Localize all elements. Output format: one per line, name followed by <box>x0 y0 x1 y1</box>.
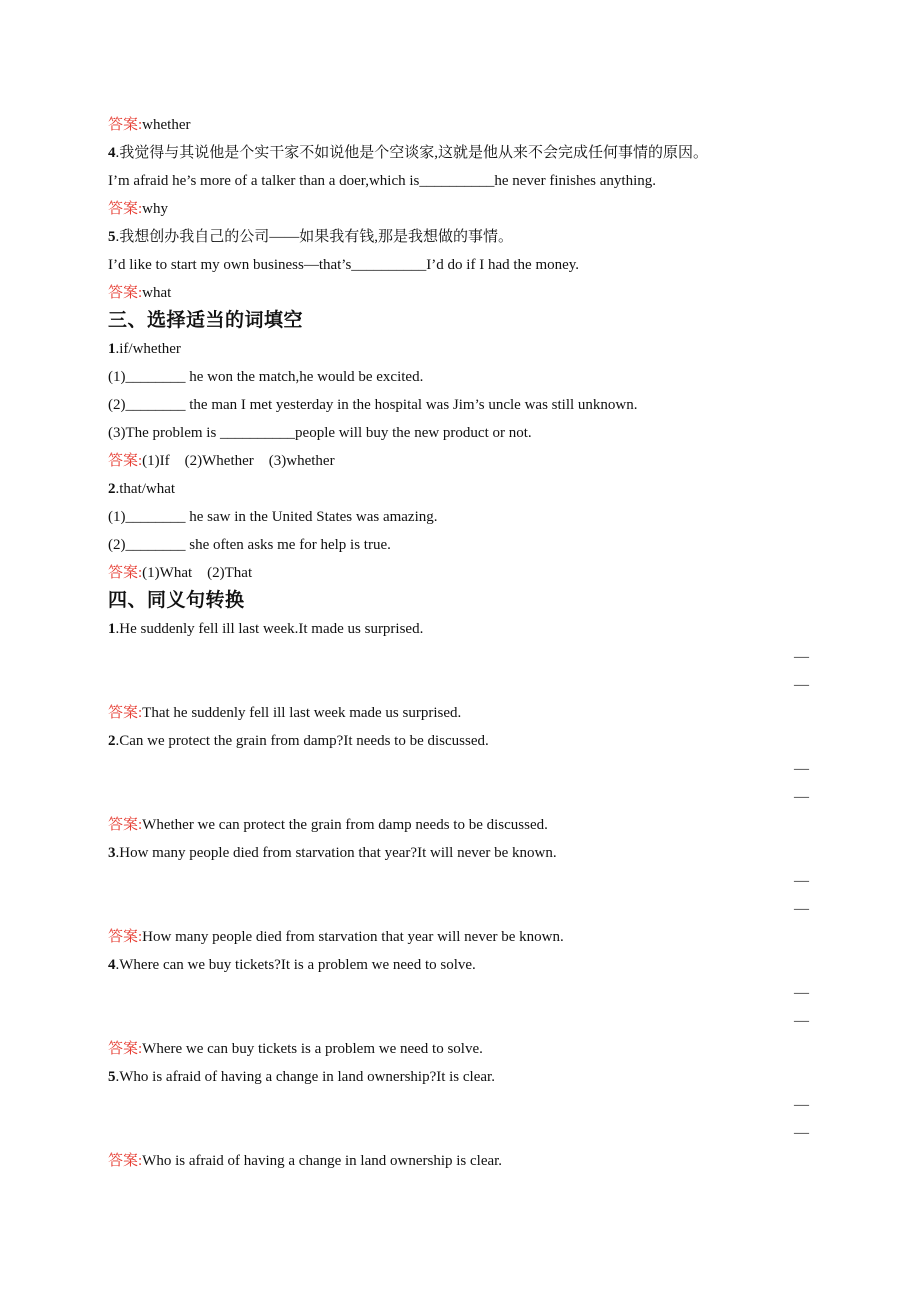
question-text: .He suddenly fell ill last week.It made us surprised. <box>115 621 424 637</box>
answer-text: (1)What (2)That <box>142 565 253 581</box>
dash-glyph: — <box>794 761 809 777</box>
question-number: 5 <box>108 229 116 245</box>
dash-glyph: — <box>794 789 809 805</box>
answer-space-dash <box>108 1119 920 1147</box>
fill-blank-line <box>108 363 920 391</box>
answer-label: 答案: <box>108 705 143 721</box>
answer-space-dash <box>108 1007 920 1035</box>
question-text: .Where can we buy tickets?It is a problem we need to solve. <box>115 957 476 973</box>
question-number: 2 <box>108 733 116 749</box>
question-text: I’d like to start my own business—that’s__________I’d do if I had the money. <box>108 257 580 273</box>
dash-glyph: — <box>794 1013 809 1029</box>
question-line-en <box>108 167 920 195</box>
answer-space-dash <box>108 895 920 923</box>
fill-blank-line <box>108 531 920 559</box>
question-line <box>108 1063 920 1091</box>
dash-glyph: — <box>794 873 809 889</box>
section-heading-text: 四、同义句转换 <box>108 590 245 611</box>
fill-blank-line <box>108 419 920 447</box>
answer-label: 答案: <box>108 1153 143 1169</box>
answer-line <box>108 111 920 139</box>
answer-label: 答案: <box>108 929 143 945</box>
answer-label: 答案: <box>108 453 143 469</box>
item-line <box>108 335 920 363</box>
answer-line <box>108 195 920 223</box>
answer-label: 答案: <box>108 117 143 133</box>
item-number: 2 <box>108 481 116 497</box>
item-number: 1 <box>108 341 116 357</box>
answer-text: whether <box>142 117 191 133</box>
question-text: .我想创办我自己的公司——如果我有钱,那是我想做的事情。 <box>115 229 514 245</box>
answer-space-dash <box>108 755 920 783</box>
answer-text: Where we can buy tickets is a problem we need to solve. <box>142 1041 483 1057</box>
answer-label: 答案: <box>108 285 143 301</box>
section-heading-3 <box>108 307 920 335</box>
question-number: 5 <box>108 1069 116 1085</box>
section-heading-4 <box>108 587 920 615</box>
answer-line <box>108 699 920 727</box>
answer-text: That he suddenly fell ill last week made us surprised. <box>142 705 462 721</box>
answer-line <box>108 1035 920 1063</box>
answer-text: How many people died from starvation that year will never be known. <box>142 929 564 945</box>
item-line <box>108 475 920 503</box>
question-text: .Who is afraid of having a change in land ownership?It is clear. <box>115 1069 495 1085</box>
fill-blank-line <box>108 503 920 531</box>
answer-line <box>108 811 920 839</box>
dash-glyph: — <box>794 985 809 1001</box>
fill-blank-line <box>108 391 920 419</box>
dash-glyph: — <box>794 677 809 693</box>
question-line-cn <box>108 223 920 251</box>
answer-line <box>108 559 920 587</box>
answer-space-dash <box>108 643 920 671</box>
question-line-en <box>108 251 920 279</box>
answer-label: 答案: <box>108 1041 143 1057</box>
item-text: .that/what <box>115 481 176 497</box>
section-heading-text: 三、选择适当的词填空 <box>108 310 304 331</box>
answer-text: what <box>142 285 172 301</box>
dash-glyph: — <box>794 1097 809 1113</box>
answer-space-dash <box>108 1091 920 1119</box>
answer-line <box>108 923 920 951</box>
question-line-cn <box>108 139 920 167</box>
dash-glyph: — <box>794 901 809 917</box>
fill-blank-text: (3)The problem is __________people will buy the new product or not. <box>108 425 532 441</box>
question-line <box>108 615 920 643</box>
answer-space-dash <box>108 979 920 1007</box>
fill-blank-text: (2)________ the man I met yesterday in the hospital was Jim’s uncle was still unknown. <box>108 397 638 413</box>
answer-space-dash <box>108 671 920 699</box>
answer-text: Whether we can protect the grain from damp needs to be discussed. <box>142 817 548 833</box>
fill-blank-text: (2)________ she often asks me for help is true. <box>108 537 391 553</box>
answer-text: (1)If (2)Whether (3)whether <box>142 453 335 469</box>
worksheet-page <box>108 111 920 1175</box>
answer-line <box>108 279 920 307</box>
item-text: .if/whether <box>115 341 181 357</box>
question-line <box>108 951 920 979</box>
answer-space-dash <box>108 867 920 895</box>
question-line <box>108 727 920 755</box>
question-number: 4 <box>108 145 116 161</box>
question-number: 1 <box>108 621 116 637</box>
question-line <box>108 839 920 867</box>
answer-label: 答案: <box>108 565 143 581</box>
question-text: I’m afraid he’s more of a talker than a doer,which is__________he never finishes anything. <box>108 173 656 189</box>
answer-label: 答案: <box>108 201 143 217</box>
answer-line <box>108 1147 920 1175</box>
dash-glyph: — <box>794 649 809 665</box>
answer-line <box>108 447 920 475</box>
dash-glyph: — <box>794 1125 809 1141</box>
question-number: 4 <box>108 957 116 973</box>
fill-blank-text: (1)________ he won the match,he would be excited. <box>108 369 424 385</box>
answer-text: why <box>142 201 169 217</box>
answer-space-dash <box>108 783 920 811</box>
question-text: .How many people died from starvation that year?It will never be known. <box>115 845 557 861</box>
answer-text: Who is afraid of having a change in land ownership is clear. <box>142 1153 503 1169</box>
question-number: 3 <box>108 845 116 861</box>
answer-label: 答案: <box>108 817 143 833</box>
question-text: .Can we protect the grain from damp?It needs to be discussed. <box>115 733 489 749</box>
fill-blank-text: (1)________ he saw in the United States was amazing. <box>108 509 438 525</box>
question-text: .我觉得与其说他是个实干家不如说他是个空谈家,这就是他从来不会完成任何事情的原因。 <box>115 145 709 161</box>
